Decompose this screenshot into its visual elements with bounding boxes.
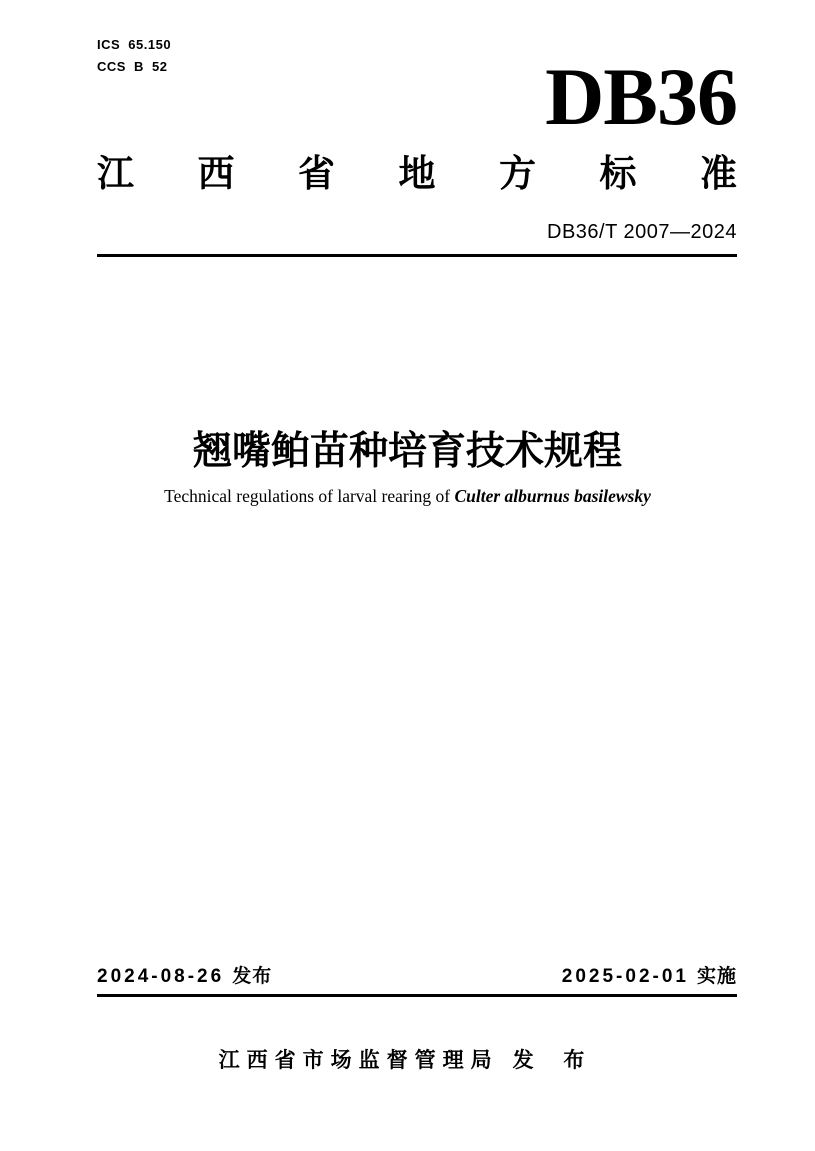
publisher-name: 江西省市场监督管理局 — [218, 1049, 499, 1072]
issue-date: 2024-08-26 — [97, 966, 225, 987]
implement-date: 2025-02-01 — [561, 966, 689, 987]
ics-code: ICS 65.150 — [97, 37, 172, 52]
implement-label: 实施 — [696, 966, 737, 987]
standard-name-char: 准 — [700, 153, 737, 194]
ccs-code: CCS B 52 — [97, 59, 168, 74]
standard-name-char: 江 — [97, 153, 134, 194]
standard-name-char: 地 — [398, 153, 436, 194]
publisher-line — [0, 1044, 815, 1074]
implement-date-group — [562, 961, 737, 988]
standard-name-char: 方 — [499, 153, 536, 194]
issue-date-group — [97, 961, 272, 988]
standard-name-row — [97, 153, 737, 196]
publish-action: 发 布 — [512, 1049, 597, 1072]
issue-label: 发布 — [232, 966, 273, 987]
title-english-prefix: Technical regulations of larval rearing of — [164, 486, 455, 506]
title-english — [0, 486, 815, 507]
species-name: Culter alburnus basilewsky — [454, 486, 651, 506]
document-number: DB36/T 2007—2024 — [547, 221, 737, 243]
classification-codes — [97, 34, 171, 78]
db36-logo: DB36 — [545, 51, 737, 142]
standard-name-char: 西 — [197, 153, 235, 194]
footer-divider — [97, 994, 737, 997]
header-divider — [97, 254, 737, 257]
dates-row — [97, 961, 737, 988]
standard-name-char: 标 — [599, 153, 637, 194]
standard-name-char: 省 — [298, 153, 335, 194]
title-chinese: 翘嘴鲌苗种培育技术规程 — [192, 430, 622, 473]
